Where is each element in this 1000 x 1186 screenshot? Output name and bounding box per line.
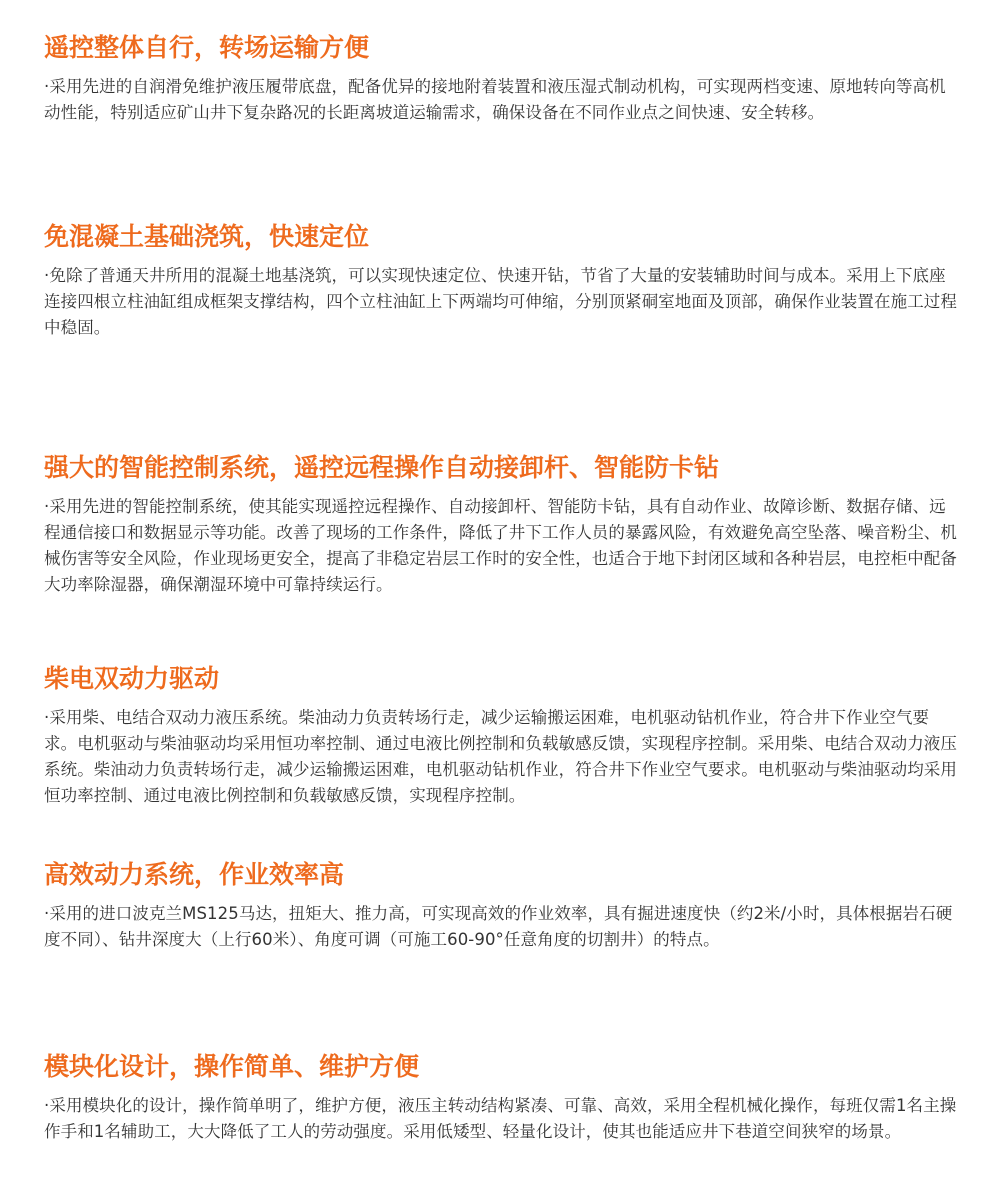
section-title: 遥控整体自行，转场运输方便 xyxy=(44,33,370,62)
feature-section-power-system xyxy=(44,858,959,953)
section-title: 柴电双动力驱动 xyxy=(44,664,220,693)
section-body: ·采用先进的自润滑免维护液压履带底盘，配备优异的接地附着装置和液压湿式制动机构，可实现两档变速、原地转向等高机动性能，特别适应矿山井下复杂路况的长距离坡道运输需求，确保设备在不同作业点之间快速、安全转移。 xyxy=(44,77,946,122)
feature-section-dual-power xyxy=(44,662,959,809)
section-body: ·采用柴、电结合双动力液压系统。柴油动力负责转场行走，减少运输搬运困难，电机驱动钻机作业，符合井下作业空气要求。电机驱动与柴油驱动均采用恒功率控制、通过电液比例控制和负载敏感反馈，实现程序控制。采用柴、电结合双动力液压系统。柴油动力负责转场行走，减少运输搬运困难，电机驱动钻机作业，符合井下作业空气要求。电机驱动与柴油驱动均采用恒功率控制、通过电液比例控制和负载敏感反馈，实现程序控制。 xyxy=(44,708,957,805)
feature-section-intelligent-control xyxy=(44,451,959,598)
section-title: 强大的智能控制系统，遥控远程操作自动接卸杆、智能防卡钻 xyxy=(44,453,720,482)
feature-section-remote-self-propelled xyxy=(44,31,959,126)
section-title: 免混凝土基础浇筑，快速定位 xyxy=(44,222,370,251)
section-title: 模块化设计，操作简单、维护方便 xyxy=(44,1052,420,1081)
section-title: 高效动力系统，作业效率高 xyxy=(44,860,345,889)
section-body: ·采用的进口波克兰MS125马达，扭矩大、推力高，可实现高效的作业效率，具有掘进速度快（约2米/小时，具体根据岩石硬度不同）、钻井深度大（上行60米）、角度可调（可施工60-90°任意角度的切割井）的特点。 xyxy=(44,904,953,949)
feature-section-no-concrete-foundation xyxy=(44,220,959,341)
section-body: ·免除了普通天井所用的混凝土地基浇筑，可以实现快速定位、快速开钻，节省了大量的安装辅助时间与成本。采用上下底座连接四根立柱油缸组成框架支撑结构，四个立柱油缸上下两端均可伸缩，分别顶紧硐室地面及顶部，确保作业装置在施工过程中稳固。 xyxy=(44,266,957,337)
section-body: ·采用先进的智能控制系统，使其能实现遥控远程操作、自动接卸杆、智能防卡钻，具有自动作业、故障诊断、数据存储、远程通信接口和数据显示等功能。改善了现场的工作条件，降低了井下工作人员的暴露风险，有效避免高空坠落、噪音粉尘、机械伤害等安全风险，作业现场更安全，提高了非稳定岩层工作时的安全性，也适合于地下封闭区域和各种岩层，电控柜中配备大功率除湿器，确保潮湿环境中可靠持续运行。 xyxy=(44,497,957,594)
feature-section-modular-design xyxy=(44,1050,959,1145)
section-body: ·采用模块化的设计，操作简单明了，维护方便，液压主转动结构紧凑、可靠、高效，采用全程机械化操作，每班仅需1名主操作手和1名辅助工，大大降低了工人的劳动强度。采用低矮型、轻量化设计，使其也能适应井下巷道空间狭窄的场景。 xyxy=(44,1096,957,1141)
